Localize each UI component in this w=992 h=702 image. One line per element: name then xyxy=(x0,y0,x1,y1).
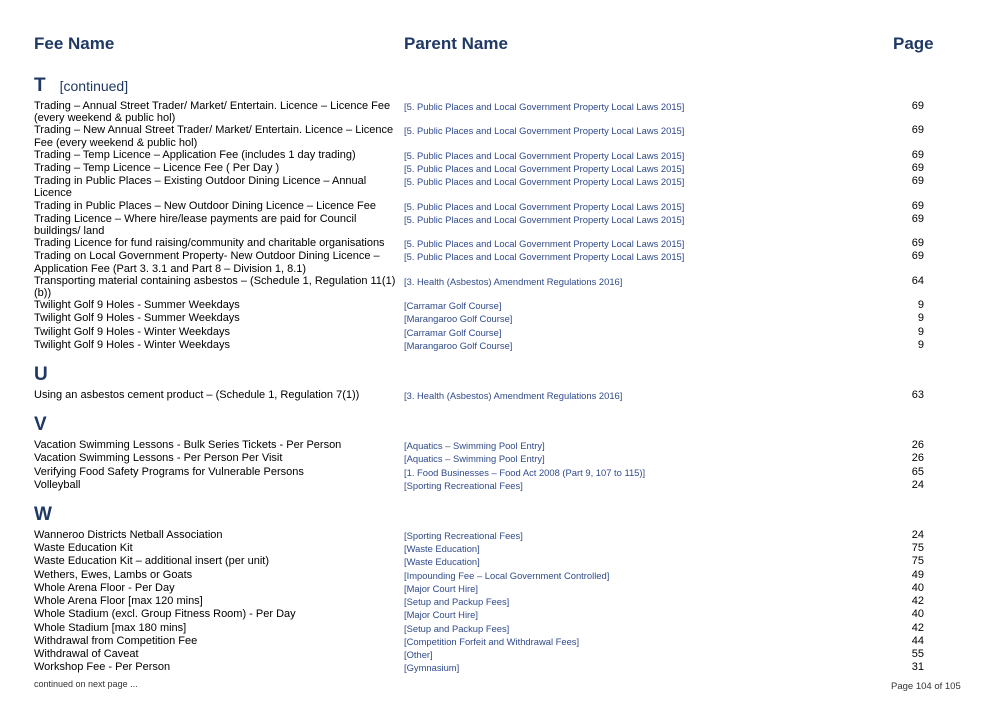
page-ref: 9 xyxy=(917,299,924,312)
page-ref: 69 xyxy=(911,250,924,263)
page-ref: 64 xyxy=(911,274,924,287)
page-ref: 69 xyxy=(911,212,924,225)
fee-name: Workshop Fee - Per Person xyxy=(34,661,171,674)
fee-row xyxy=(34,299,934,312)
parent-name: [Setup and Packup Fees] xyxy=(404,622,510,634)
fee-row xyxy=(34,250,934,274)
fee-name: Trading Licence – Where hire/lease payments are paid for Council buildings/ land xyxy=(34,212,357,238)
parent-name: [5. Public Places and Local Government Property Local Laws 2015] xyxy=(404,213,685,225)
section-letter: W xyxy=(34,504,52,526)
fee-row xyxy=(34,175,934,199)
parent-name: [Impounding Fee – Local Government Controlled] xyxy=(404,569,610,581)
fee-name: Trading in Public Places – Existing Outdoor Dining Licence – Annual Licence xyxy=(34,175,367,200)
fee-name: Whole Arena Floor - Per Day xyxy=(34,581,175,594)
fee-row xyxy=(34,608,934,621)
fee-row xyxy=(34,452,934,465)
page-ref: 44 xyxy=(911,634,924,647)
page-ref: 63 xyxy=(911,389,924,402)
parent-name: [Carramar Golf Course] xyxy=(404,300,502,312)
parent-name: [Aquatics – Swimming Pool Entry] xyxy=(404,440,545,452)
fee-row xyxy=(34,389,934,402)
fee-row xyxy=(34,213,934,237)
fee-row xyxy=(34,479,934,492)
parent-name: [Waste Education] xyxy=(404,543,480,555)
fee-name: Wanneroo Districts Netball Association xyxy=(34,529,223,542)
section-letter: T xyxy=(34,75,46,96)
fee-name: Vacation Swimming Lessons - Bulk Series Tickets - Per Person xyxy=(34,439,342,452)
fee-row xyxy=(34,542,934,555)
page-ref: 40 xyxy=(911,608,924,621)
page-ref: 31 xyxy=(911,661,924,674)
page-ref: 49 xyxy=(911,568,924,581)
fee-name: Whole Stadium [max 180 mins] xyxy=(34,621,187,634)
page-ref: 40 xyxy=(911,581,924,594)
section-letter: V xyxy=(34,414,47,436)
fee-name: Whole Arena Floor [max 120 mins] xyxy=(34,595,203,608)
fee-row xyxy=(34,582,934,595)
fee-row xyxy=(34,439,934,452)
parent-name: [Aquatics – Swimming Pool Entry] xyxy=(404,453,545,465)
parent-name: [Setup and Packup Fees] xyxy=(404,596,510,608)
parent-name: [Major Court Hire] xyxy=(404,609,478,621)
parent-name: [Other] xyxy=(404,648,433,660)
parent-name: [Gymnasium] xyxy=(404,662,460,674)
fee-name: Trading on Local Government Property- New Outdoor Dining Licence – Application Fee (Part 3. 3.1 and Part 8 – Division 1, 8.1) xyxy=(34,250,380,275)
section-header xyxy=(34,364,934,386)
parent-name-header: Parent Name xyxy=(404,34,508,53)
fee-row xyxy=(34,635,934,648)
fee-name: Withdrawal of Caveat xyxy=(34,647,139,660)
parent-name: [5. Public Places and Local Government Property Local Laws 2015] xyxy=(404,101,685,112)
parent-name: [Waste Education] xyxy=(404,556,480,568)
page-ref: 65 xyxy=(911,465,924,478)
fee-row xyxy=(34,149,934,162)
fee-name: Twilight Golf 9 Holes - Summer Weekdays xyxy=(34,299,240,312)
fee-row xyxy=(34,100,934,124)
page-header: Page xyxy=(893,34,934,53)
fee-row xyxy=(34,648,934,661)
fee-name: Trading – Temp Licence – Licence Fee ( Per Day ) xyxy=(34,162,280,175)
parent-name: [5. Public Places and Local Government Property Local Laws 2015] xyxy=(404,176,685,188)
section-header xyxy=(34,414,934,436)
page-ref: 75 xyxy=(911,542,924,555)
page-ref: 24 xyxy=(911,478,924,491)
fee-name: Vacation Swimming Lessons - Per Person Per Visit xyxy=(34,452,283,465)
fee-name: Trading – Temp Licence – Application Fee (includes 1 day trading) xyxy=(34,148,356,161)
section-rows xyxy=(34,529,934,674)
fee-name: Using an asbestos cement product – (Schedule 1, Regulation 7(1)) xyxy=(34,389,360,402)
page-ref: 9 xyxy=(917,325,924,338)
fee-name: Trading in Public Places – New Outdoor Dining Licence – Licence Fee xyxy=(34,199,376,212)
fee-name: Trading – Annual Street Trader/ Market/ Entertain. Licence – Licence Fee (every weekend & public hol) xyxy=(34,100,391,125)
fee-name: Waste Education Kit xyxy=(34,542,133,555)
parent-name: [5. Public Places and Local Government Property Local Laws 2015] xyxy=(404,163,685,175)
page-ref: 26 xyxy=(911,452,924,465)
fee-index-list xyxy=(34,75,934,680)
continued-note: continued on next page ... xyxy=(34,679,138,689)
page-ref: 55 xyxy=(911,647,924,660)
fee-name: Trading Licence for fund raising/community and charitable organisations xyxy=(34,237,385,250)
parent-name: [5. Public Places and Local Government Property Local Laws 2015] xyxy=(404,125,685,137)
page-ref: 69 xyxy=(911,100,924,112)
fee-name-header: Fee Name xyxy=(34,34,115,53)
page-ref: 69 xyxy=(911,162,924,175)
page-number: Page 104 of 105 xyxy=(891,681,961,692)
parent-name: [Sporting Recreational Fees] xyxy=(404,479,523,491)
parent-name: [3. Health (Asbestos) Amendment Regulations 2016] xyxy=(404,275,623,287)
fee-name: Twilight Golf 9 Holes - Winter Weekdays xyxy=(34,338,231,351)
page-ref: 24 xyxy=(911,529,924,542)
parent-name: [5. Public Places and Local Government Property Local Laws 2015] xyxy=(404,251,685,263)
page-ref: 42 xyxy=(911,595,924,608)
fee-name: Wethers, Ewes, Lambs or Goats xyxy=(34,568,193,581)
page-ref: 69 xyxy=(911,148,924,161)
fee-row xyxy=(34,124,934,148)
page-ref: 42 xyxy=(911,621,924,634)
fee-name: Transporting material containing asbestos – (Schedule 1, Regulation 11(1) (b)) xyxy=(34,274,396,300)
page-ref: 69 xyxy=(911,175,924,188)
fee-name: Trading – New Annual Street Trader/ Market/ Entertain. Licence – Licence Fee (every weekend & public hol) xyxy=(34,124,394,149)
parent-name: [Major Court Hire] xyxy=(404,582,478,594)
page-ref: 9 xyxy=(917,312,924,325)
fee-row xyxy=(34,555,934,568)
parent-name: [Marangaroo Golf Course] xyxy=(404,313,513,325)
fee-row xyxy=(34,339,934,352)
fee-row xyxy=(34,312,934,325)
page-ref: 69 xyxy=(911,199,924,212)
fee-name: Twilight Golf 9 Holes - Summer Weekdays xyxy=(34,312,240,325)
page-ref: 75 xyxy=(911,555,924,568)
section-letter: U xyxy=(34,364,48,386)
parent-name: [Marangaroo Golf Course] xyxy=(404,339,513,351)
fee-row xyxy=(34,237,934,250)
section-header xyxy=(34,504,934,526)
section-header xyxy=(34,75,934,97)
fee-name: Volleyball xyxy=(34,478,81,491)
fee-row xyxy=(34,162,934,175)
fee-row xyxy=(34,200,934,213)
fee-name: Verifying Food Safety Programs for Vulnerable Persons xyxy=(34,465,304,478)
fee-name: Twilight Golf 9 Holes - Winter Weekdays xyxy=(34,325,231,338)
page-ref: 69 xyxy=(911,124,924,137)
parent-name: [1. Food Businesses – Food Act 2008 (Part 9, 107 to 115)] xyxy=(404,466,646,478)
section-continued-label: [continued] xyxy=(59,78,129,94)
section-rows xyxy=(34,100,934,352)
fee-name: Waste Education Kit – additional insert (per unit) xyxy=(34,555,269,568)
fee-row xyxy=(34,569,934,582)
parent-name: [5. Public Places and Local Government Property Local Laws 2015] xyxy=(404,238,685,250)
parent-name: [Carramar Golf Course] xyxy=(404,326,502,338)
fee-row xyxy=(34,595,934,608)
parent-name: [Competition Forfeit and Withdrawal Fees] xyxy=(404,635,580,647)
section-rows xyxy=(34,389,934,402)
fee-row xyxy=(34,466,934,479)
parent-name: [3. Health (Asbestos) Amendment Regulations 2016] xyxy=(404,390,623,402)
fee-name: Withdrawal from Competition Fee xyxy=(34,634,198,647)
fee-row xyxy=(34,275,934,299)
fee-row xyxy=(34,661,934,674)
page-ref: 26 xyxy=(911,439,924,452)
parent-name: [5. Public Places and Local Government Property Local Laws 2015] xyxy=(404,149,685,161)
page-ref: 9 xyxy=(917,338,924,351)
fee-row xyxy=(34,326,934,339)
fee-row xyxy=(34,529,934,542)
page-ref: 69 xyxy=(911,237,924,250)
fee-name: Whole Stadium (excl. Group Fitness Room) - Per Day xyxy=(34,608,296,621)
parent-name: [5. Public Places and Local Government Property Local Laws 2015] xyxy=(404,200,685,212)
fee-row xyxy=(34,622,934,635)
parent-name: [Sporting Recreational Fees] xyxy=(404,530,523,542)
section-rows xyxy=(34,439,934,492)
